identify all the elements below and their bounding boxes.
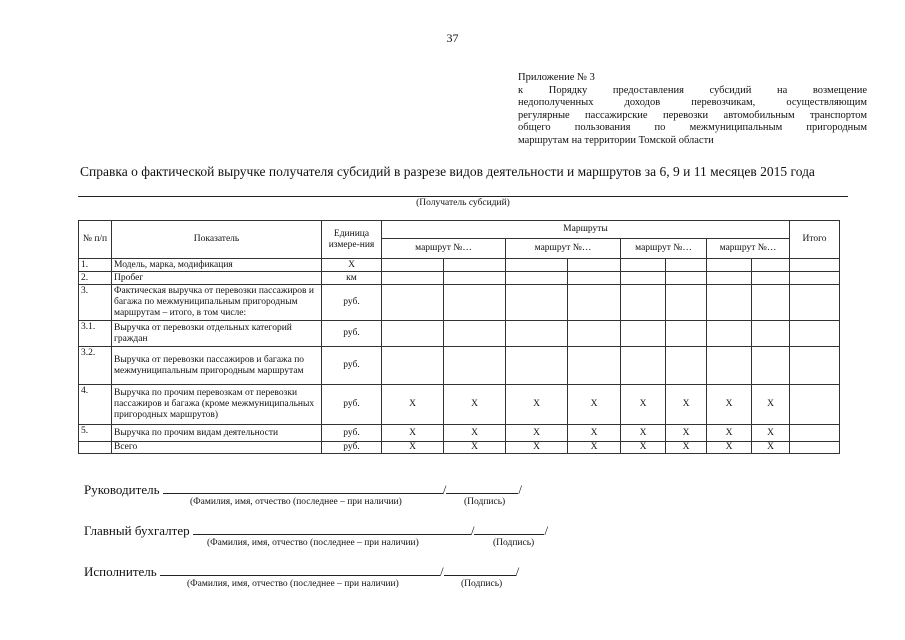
appendix-line: к Порядку предоставления субсидий на возмещение xyxy=(518,84,867,96)
route-cell: Х xyxy=(568,442,621,454)
total-cell xyxy=(790,272,840,285)
route-cell xyxy=(382,272,444,285)
route-cell: Х xyxy=(382,425,444,442)
route-cell xyxy=(666,285,707,321)
route-cell xyxy=(752,347,790,385)
route-cell xyxy=(568,259,621,272)
route-cell: Х xyxy=(444,425,506,442)
accountant-label: Главный бухгалтер xyxy=(84,523,190,538)
route-cell xyxy=(382,347,444,385)
slash: / xyxy=(439,564,444,579)
head-label: Руководитель xyxy=(84,482,160,497)
appendix-line: маршрутам на территории Томской области xyxy=(518,134,714,146)
route-cell xyxy=(707,285,752,321)
row-number: 3. xyxy=(79,285,112,321)
row-unit: руб. xyxy=(322,442,382,454)
route-cell xyxy=(752,285,790,321)
row-unit: руб. xyxy=(322,425,382,442)
route-cell xyxy=(506,347,568,385)
total-cell xyxy=(790,321,840,347)
route-cell xyxy=(752,321,790,347)
row-number: 2. xyxy=(79,272,112,285)
route-cell: Х xyxy=(666,442,707,454)
row-indicator: Фактическая выручка от перевозки пассажиров и багажа по межмуниципальным пригородным маршрутам – итого, в том числе: xyxy=(112,285,322,321)
row-unit: км xyxy=(322,272,382,285)
route-cell: Х xyxy=(506,385,568,425)
route-cell: Х xyxy=(752,442,790,454)
route-cell xyxy=(382,321,444,347)
route-cell xyxy=(666,259,707,272)
route-cell xyxy=(444,259,506,272)
executor-signature-caption: (Подпись) xyxy=(461,579,503,589)
row-number: 3.2. xyxy=(79,347,112,385)
recipient-field-line xyxy=(78,196,848,197)
route-cell: Х xyxy=(382,385,444,425)
header-indicator: Показатель xyxy=(112,221,322,259)
route-cell xyxy=(568,285,621,321)
accountant-name-field[interactable] xyxy=(193,522,471,535)
route-cell: Х xyxy=(752,425,790,442)
row-unit: Х xyxy=(322,259,382,272)
total-cell xyxy=(790,442,840,454)
head-signature-caption: (Подпись) xyxy=(464,497,506,507)
row-number: 3.1. xyxy=(79,321,112,347)
route-header-3: маршрут №… xyxy=(621,239,707,259)
route-cell: Х xyxy=(621,385,666,425)
route-cell xyxy=(444,321,506,347)
route-cell xyxy=(382,285,444,321)
appendix-line: общего пользования по межмуниципальным пригородным xyxy=(518,122,867,133)
row-indicator: Всего xyxy=(112,442,322,454)
route-cell xyxy=(707,321,752,347)
row-indicator: Выручка от перевозки отдельных категорий граждан xyxy=(112,321,322,347)
row-unit: руб. xyxy=(322,347,382,385)
document-title: Справка о фактической выручке получателя субсидий в разрезе видов деятельности и маршрутов за 6, 9 и 11 месяцев 2015 года xyxy=(80,164,815,179)
total-cell xyxy=(790,385,840,425)
table-row xyxy=(79,259,840,272)
route-cell xyxy=(444,272,506,285)
route-cell xyxy=(506,285,568,321)
route-cell: Х xyxy=(621,442,666,454)
route-header-4: маршрут №… xyxy=(707,239,790,259)
total-cell xyxy=(790,425,840,442)
row-indicator: Выручка по прочим перевозкам от перевозки пассажиров и багажа (кроме межмуниципальных пригородных маршрутов) xyxy=(112,385,322,425)
route-cell xyxy=(506,259,568,272)
header-unit: Единица измере-ния xyxy=(322,221,382,259)
accountant-name-caption: (Фамилия, имя, отчество (последнее – при наличии) xyxy=(207,538,419,548)
route-cell xyxy=(752,272,790,285)
row-unit: руб. xyxy=(322,285,382,321)
route-cell: Х xyxy=(707,425,752,442)
appendix-line: недополученных доходов перевозчикам, осуществляющим xyxy=(518,97,867,108)
route-cell: Х xyxy=(707,385,752,425)
row-indicator: Выручка от перевозки пассажиров и багажа по межмуниципальным пригородным маршрутам xyxy=(112,347,322,385)
header-routes: Маршруты xyxy=(382,221,790,239)
slash: / xyxy=(470,523,475,538)
head-name-field[interactable] xyxy=(163,481,443,494)
row-number: 5. xyxy=(79,425,112,442)
head-signature-field[interactable] xyxy=(446,481,518,494)
route-cell xyxy=(568,272,621,285)
route-cell xyxy=(444,347,506,385)
accountant-signature-caption: (Подпись) xyxy=(493,538,535,548)
route-cell: Х xyxy=(444,385,506,425)
route-cell: Х xyxy=(506,442,568,454)
table-row xyxy=(79,272,840,285)
executor-signature-row xyxy=(84,563,519,580)
total-cell xyxy=(790,285,840,321)
appendix-line: регулярные пассажирские перевозки автомобильным транспортом xyxy=(518,109,867,121)
row-unit: руб. xyxy=(322,321,382,347)
route-cell xyxy=(382,259,444,272)
route-cell: Х xyxy=(568,385,621,425)
route-cell xyxy=(707,272,752,285)
table-row xyxy=(79,347,840,385)
slash: / xyxy=(515,564,520,579)
row-indicator: Модель, марка, модификация xyxy=(112,259,322,272)
route-cell: Х xyxy=(666,425,707,442)
revenue-table xyxy=(78,220,840,454)
appendix-note xyxy=(518,72,867,147)
header-num: № п/п xyxy=(79,221,112,259)
route-cell: Х xyxy=(752,385,790,425)
route-cell xyxy=(621,347,666,385)
route-cell: Х xyxy=(666,385,707,425)
route-cell xyxy=(666,272,707,285)
executor-signature-field[interactable] xyxy=(444,563,516,576)
route-cell: Х xyxy=(444,442,506,454)
accountant-signature-field[interactable] xyxy=(474,522,544,535)
route-cell xyxy=(707,347,752,385)
route-cell xyxy=(506,272,568,285)
head-signature-row xyxy=(84,481,522,498)
table-row xyxy=(79,321,840,347)
slash: / xyxy=(518,482,522,497)
table-row xyxy=(79,442,840,454)
row-number: 4. xyxy=(79,385,112,425)
row-unit: руб. xyxy=(322,385,382,425)
route-cell: Х xyxy=(506,425,568,442)
appendix-title: Приложение № 3 xyxy=(518,72,595,83)
route-cell xyxy=(506,321,568,347)
slash: / xyxy=(544,523,549,538)
accountant-signature-row xyxy=(84,522,548,539)
head-name-caption: (Фамилия, имя, отчество (последнее – при наличии) xyxy=(190,497,402,507)
row-number xyxy=(79,442,112,454)
route-cell: Х xyxy=(621,425,666,442)
page-number: 37 xyxy=(446,31,459,45)
recipient-caption: (Получатель субсидий) xyxy=(416,198,510,208)
route-cell: Х xyxy=(707,442,752,454)
route-cell xyxy=(568,321,621,347)
slash: / xyxy=(442,482,447,497)
route-cell: Х xyxy=(568,425,621,442)
executor-label: Исполнитель xyxy=(84,564,157,579)
table-row xyxy=(79,385,840,425)
executor-name-field[interactable] xyxy=(160,563,440,576)
row-indicator: Выручка по прочим видам деятельности xyxy=(112,425,322,442)
route-cell xyxy=(707,259,752,272)
route-cell xyxy=(666,321,707,347)
route-cell xyxy=(621,285,666,321)
route-cell xyxy=(752,259,790,272)
route-header-2: маршрут №… xyxy=(506,239,621,259)
route-cell xyxy=(666,347,707,385)
route-cell xyxy=(621,259,666,272)
header-total: Итого xyxy=(790,221,840,259)
row-indicator: Пробег xyxy=(112,272,322,285)
route-cell: Х xyxy=(382,442,444,454)
route-header-1: маршрут №… xyxy=(382,239,506,259)
total-cell xyxy=(790,347,840,385)
total-cell xyxy=(790,259,840,272)
executor-name-caption: (Фамилия, имя, отчество (последнее – при наличии) xyxy=(187,579,399,589)
route-cell xyxy=(568,347,621,385)
table-row xyxy=(79,285,840,321)
route-cell xyxy=(621,321,666,347)
table-row xyxy=(79,425,840,442)
route-cell xyxy=(444,285,506,321)
route-cell xyxy=(621,272,666,285)
row-number: 1. xyxy=(79,259,112,272)
